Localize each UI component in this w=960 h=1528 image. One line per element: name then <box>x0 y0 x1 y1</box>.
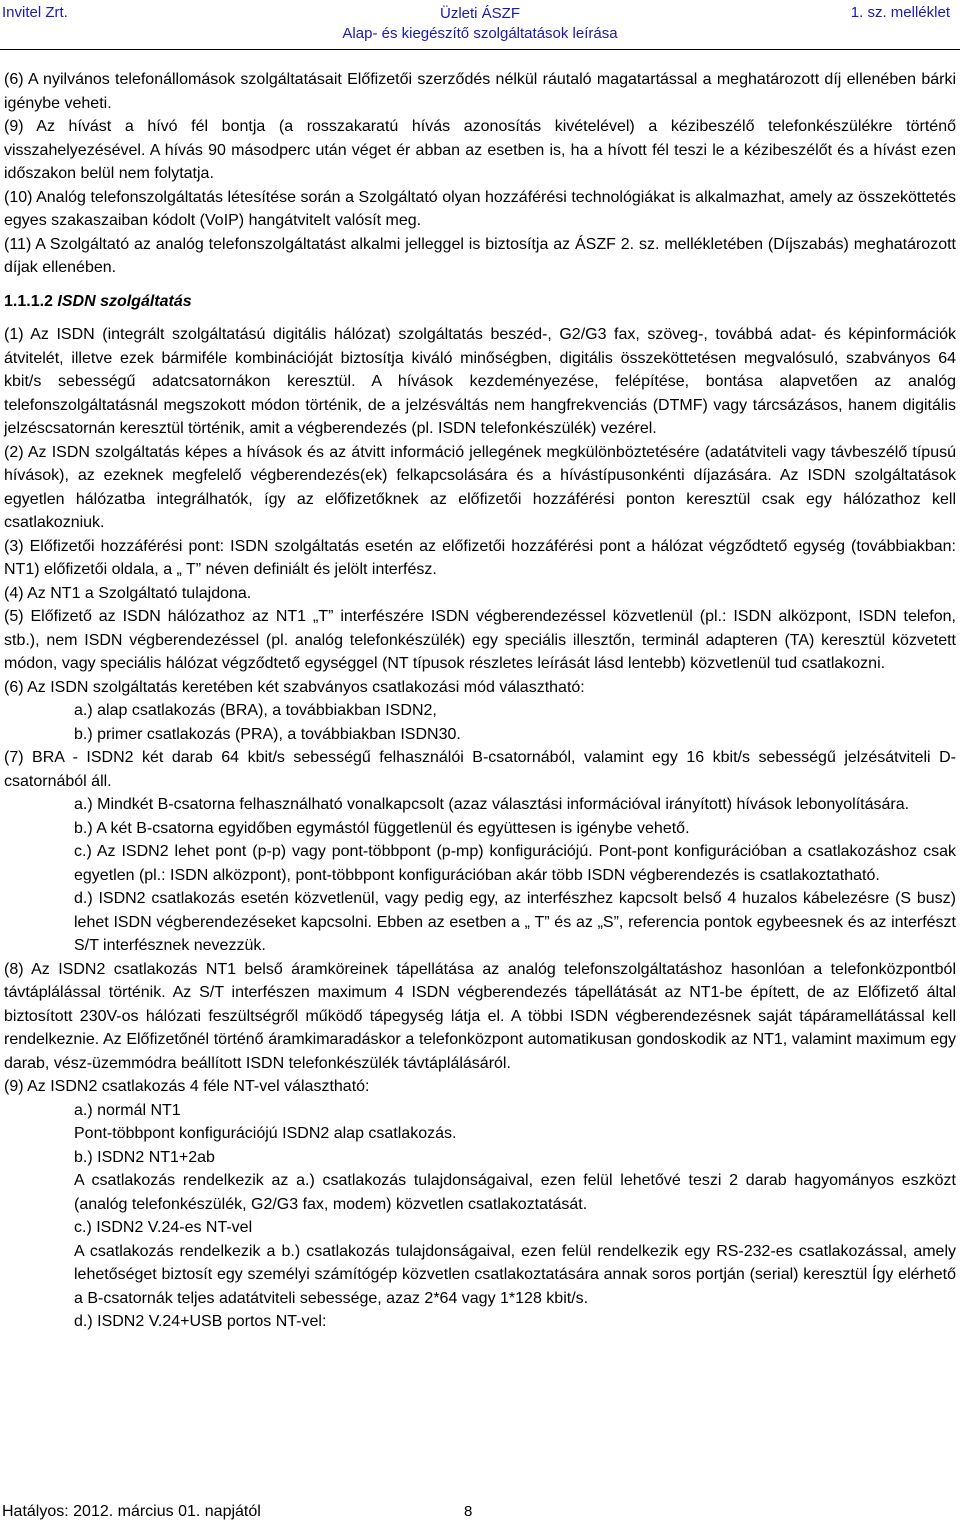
nt-option-b-text: A csatlakozás rendelkezik az a.) csatlakozás tulajdonságaival, ezen felül lehetővé teszi 2 darab hagyományos eszközt (analóg telefonkészülék, G2/G3 fax, modem) közvetlen csatlakoztatását. <box>74 1172 956 1213</box>
section-number: 1.1.1.2 <box>4 292 53 310</box>
isdn-paragraph-7c: c.) Az ISDN2 lehet pont (p-p) vagy pont-többpont (p-mp) konfigurációjú. Pont-pont konfigurációban a csatlakozáshoz csak egyetlen (pl.: ISDN alközpont), pont-többpont konfigurációban akár több ISDN végberendezés is csatlakoztatható. <box>74 843 956 884</box>
isdn-paragraph-6b: b.) primer csatlakozás (PRA), a továbbiakban ISDN30. <box>74 725 461 743</box>
nt-option-b-title: b.) ISDN2 NT1+2ab <box>74 1148 215 1166</box>
isdn-paragraph-9: (9) Az ISDN2 csatlakozás 4 féle NT-vel választható: <box>4 1078 370 1095</box>
page-header <box>0 0 960 52</box>
header-divider <box>0 49 960 50</box>
isdn-paragraph-1: (1) Az ISDN (integrált szolgáltatású digitális hálózat) szolgáltatás beszéd-, G2/G3 fax, szöveg-, továbbá adat- és képinformációk átvitelét, illetve ezek bármiféle kombinációját biztosítja kiváló minőségben, digitális összeköttetésen megvalósuló, szabványos 64 kbit/s sebességű adatcsatornákon keresztül. A hívások kezdeményezése, felépítése, bontása alapvetően az analóg telefonszolgáltatásnál megszokott módon történik, de a jelzésváltás nem hangfrekvenciás (DTMF) vagy tárcsázásos, hanem digitális jelzéscsatornán keresztül történik, amit a végberendezés (pl. ISDN telefonkészülék) vezérel. <box>4 326 956 437</box>
nt-option-a-text: Pont-többpont konfigurációjú ISDN2 alap csatlakozás. <box>74 1125 457 1142</box>
nt-option-c-title: c.) ISDN2 V.24-es NT-vel <box>74 1219 253 1236</box>
section-title: ISDN szolgáltatás <box>57 292 192 310</box>
header-title-line1: Üzleti ÁSZF <box>439 5 520 22</box>
header-company: Invitel Zrt. <box>2 4 68 21</box>
isdn-paragraph-7b: b.) A két B-csatorna egyidőben egymástól függetlenül és együttesen is igénybe vehető. <box>74 819 690 837</box>
nt-option-c-text: A csatlakozás rendelkezik a b.) csatlakozás tulajdonságaival, ezen felül rendelkezik egy RS-232-es csatlakozással, amely lehetőséget biztosít egy személyi számítógép közvetlen csatlakoztatására annak soros portján (serial) keresztül Így elérhető a B-csatornák teljes adatátviteli sebessége, azaz 2*64 vagy 1*128 kbit/s. <box>74 1242 956 1307</box>
isdn-paragraph-7: (7) BRA - ISDN2 két darab 64 kbit/s sebességű felhasználói B-csatornából, valamint egy 16 kbit/s sebességű jelzésátviteli D-csatornából áll. <box>4 749 956 790</box>
isdn-paragraph-6a: a.) alap csatlakozás (BRA), a továbbiakban ISDN2, <box>74 702 437 719</box>
nt-option-a-title: a.) normál NT1 <box>74 1101 181 1119</box>
isdn-paragraph-8: (8) Az ISDN2 csatlakozás NT1 belső áramköreinek tápellátása az analóg telefonszolgáltatáshoz hasonlóan a telefonközpontból távtáplálással történik. Az S/T interfészen maximum 4 ISDN végberendezés tápellátását az NT1-be épített, de az Előfizető által biztosított 230V-os hálózati feszültségről működő tápegység látja el. A többi ISDN végberendezésnek saját tápáramellátással kell rendelkeznie. Az Előfizetőnél történő áramkimaradáskor a telefonközpont automatikusan gondoskodik az NT1, valamint maximum egy darab, vész-üzemmódra beállított ISDN telefonkészülék távtáplálásáról. <box>4 960 956 1072</box>
header-title-line2: Alap- és kiegészítő szolgáltatások leírása <box>342 25 618 42</box>
isdn-paragraph-4: (4) Az NT1 a Szolgáltató tulajdona. <box>4 584 252 602</box>
page-body <box>4 68 956 1334</box>
paragraph-11: (11) A Szolgáltató az analóg telefonszolgáltatást alkalmi jelleggel is biztosítja az ÁSZF 2. sz. mellékletében (Díjszabás) meghatározott díjak ellenében. <box>4 235 956 276</box>
isdn-paragraph-2: (2) Az ISDN szolgáltatás képes a hívások és az átvitt információ jellegének megkülönböztetésére (adatátviteli vagy távbeszélő típusú hívások), az ezeknek megfelelő végberendezés(ek) felkapcsolására és a hívástípusonkénti díjazására. Az ISDN szolgáltatások egyetlen hálózatba integrálhatók, így az előfizetőknek az előfizetői hozzáférési ponton keresztül csak egy hálózathoz kell csatlakozniuk. <box>4 443 956 531</box>
footer-effective-date: Hatályos: 2012. március 01. napjától <box>2 1503 261 1520</box>
isdn-paragraph-3: (3) Előfizetői hozzáférési pont: ISDN szolgáltatás esetén az előfizetői hozzáférési pont a hálózat végződtető egység (továbbiakban: NT1) előfizetői oldala, a „ T” néven definiált és jelölt interfész. <box>4 537 956 578</box>
header-annex: 1. sz. melléklet <box>850 4 950 21</box>
isdn-paragraph-6: (6) Az ISDN szolgáltatás keretében két szabványos csatlakozási mód választható: <box>4 678 585 696</box>
isdn-paragraph-7d: d.) ISDN2 csatlakozás esetén közvetlenül, vagy pedig egy, az interfészhez kapcsolt belső 4 huzalos kábelezésre (S busz) lehet ISDN végberendezéseket kapcsolni. Ebben az esetben a „ T” és az „S”, referencia pontok egybeesnek és az interfészt S/T interfésznek nevezzük. <box>74 890 956 954</box>
page-footer <box>2 1503 958 1521</box>
page-number: 8 <box>464 1503 473 1520</box>
paragraph-6: (6) A nyilvános telefonállomások szolgáltatásait Előfizetői szerződés nélkül ráutaló magatartással a meghatározott díj ellenében bárki igénybe veheti. <box>4 71 956 112</box>
isdn-paragraph-5: (5) Előfizető az ISDN hálózathoz az NT1 „T” interfészére ISDN végberendezéssel közvetlenül (pl.: ISDN alközpont, ISDN telefon, stb.), nem ISDN végberendezéssel (pl. analóg telefonkészülék) egy speciális illesztőn, terminál adapteren (TA) keresztül közvetett módon, vagy speciális hálózat végződtető egységgel (NT típusok részletes leírását lásd lentebb) közvetlenül tud csatlakozni. <box>4 608 956 672</box>
paragraph-10: (10) Analóg telefonszolgáltatás létesítése során a Szolgáltató olyan hozzáférési technológiákat is alkalmazhat, amely az összeköttetés egyes szakaszaiban kódolt (VoIP) hangátvitelt valósít meg. <box>4 188 956 229</box>
isdn-paragraph-7a: a.) Mindkét B-csatorna felhasználható vonalkapcsolt (azaz választási információval irányított) hívások lebonyolítására. <box>74 796 910 813</box>
section-heading <box>4 290 956 314</box>
nt-option-d-title: d.) ISDN2 V.24+USB portos NT-vel: <box>74 1313 327 1330</box>
paragraph-9: (9) Az hívást a hívó fél bontja (a rosszakaratú hívás azonosítás kivételével) a kézibeszélő telefonkészülékre történő visszahelyezésével. A hívás 90 másodperc után véget ér abban az esetben is, ha a hívott fél teszi le a kézibeszélőt és a hívást ezen időszakon belül nem folytatja. <box>4 118 956 182</box>
header-title <box>0 4 960 44</box>
